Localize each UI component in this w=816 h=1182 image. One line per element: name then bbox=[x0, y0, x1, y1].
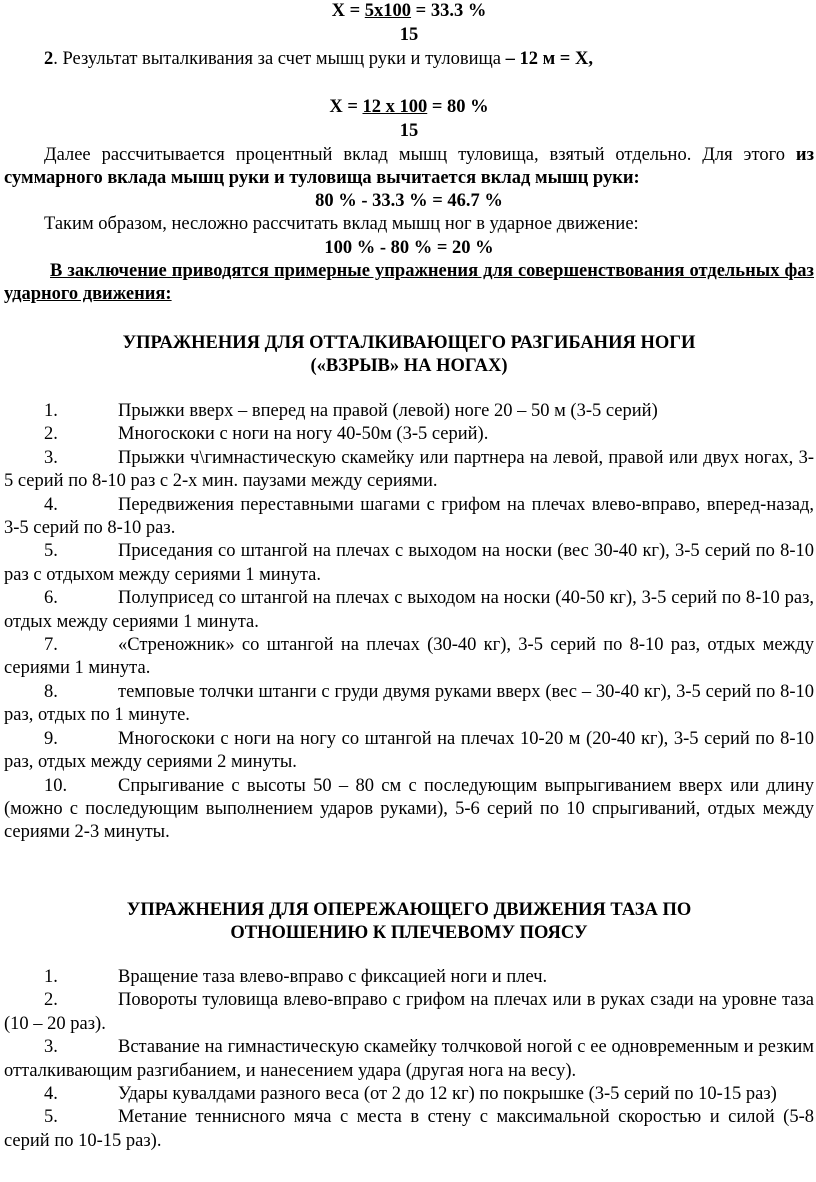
section-2-title-line-1: УПРАЖНЕНИЯ ДЛЯ ОПЕРЕЖАЮЩЕГО ДВИЖЕНИЯ ТАЗА ПО bbox=[126, 900, 692, 920]
list-item-text: Прыжки ч\гимнастическую скамейку или партнера на левой, правой или двух ногах, 3-5 серий по 8-10 раз с 2-х мин. паузами между сериями. bbox=[4, 447, 814, 492]
list-item-text: темповые толчки штанги с груди двумя руками вверх (вес – 30-40 кг), 3-5 серий по 8-10 раз, отдых по 1 минуте. bbox=[4, 681, 814, 726]
list-item bbox=[4, 423, 814, 446]
list-item-text: «Стреножник» со штангой на плечах (30-40 кг), 3-5 серий по 8-10 раз, отдых между сериями 1 минута. bbox=[4, 635, 814, 679]
list-item bbox=[4, 1036, 814, 1083]
list-item-number: 2. bbox=[44, 990, 58, 1011]
list-item-number: 8. bbox=[44, 681, 58, 702]
formula-1-result: = 33.3 % bbox=[411, 1, 487, 21]
formula-2-denominator: 15 bbox=[399, 121, 419, 141]
section-2-title-line-2: ОТНОШЕНИЮ К ПЛЕЧЕВОМУ ПОЯСУ bbox=[230, 923, 588, 944]
formula-1-lhs: Х = bbox=[331, 1, 365, 21]
list-item-number: 7. bbox=[44, 635, 58, 656]
list-item-text: Вставание на гимнастическую скамейку толчковой ногой с ее одновременным и резким отталкивающим разгибанием, и нанесением удара (другая нога на весу). bbox=[4, 1037, 814, 1081]
result-2-line bbox=[44, 48, 814, 71]
section-2-list bbox=[4, 966, 814, 1153]
section-1-title-line-1: УПРАЖНЕНИЯ ДЛЯ ОТТАЛКИВАЮЩЕГО РАЗГИБАНИЯ НОГИ bbox=[122, 333, 696, 353]
list-item-number: 6. bbox=[44, 588, 58, 609]
list-item bbox=[4, 1083, 814, 1106]
list-item-text: Метание теннисного мяча с места в стену с максимальной скоростью и силой (5-8 серий по 10-15 раз). bbox=[4, 1107, 814, 1151]
list-item-number: 4. bbox=[44, 1084, 58, 1105]
list-item-number: 4. bbox=[44, 494, 58, 515]
list-item bbox=[4, 989, 814, 1036]
list-item-text: Многоскоки с ноги на ногу 40-50м (3-5 серий). bbox=[118, 424, 489, 445]
list-item-text: Приседания со штангой на плечах с выходом на носки (вес 30-40 кг), 3-5 серий по 8-10 раз с отдыхом между сериями 1 минута. bbox=[4, 541, 814, 585]
result-2-value: – 12 м = Х, bbox=[505, 49, 593, 69]
section-1-title bbox=[4, 332, 814, 379]
list-item-text: Передвижения переставными шагами с грифом на плечах влево-вправо, вперед-назад, 3-5 серий по 8-10 раз. bbox=[4, 494, 814, 539]
list-item bbox=[4, 540, 814, 587]
list-item-text: Полуприсед со штангой на плечах с выходом на носки (40-50 кг), 3-5 серий по 8-10 раз, отдых между сериями 1 минута. bbox=[4, 588, 814, 632]
list-item bbox=[4, 447, 814, 494]
list-item bbox=[4, 966, 814, 989]
result-2-number: 2 bbox=[44, 49, 54, 69]
list-item-number: 5. bbox=[44, 541, 58, 562]
formula-2-lhs: Х = bbox=[329, 97, 363, 117]
list-item-number: 1. bbox=[44, 967, 58, 987]
formula-4: 100 % - 80 % = 20 % bbox=[324, 238, 494, 258]
list-item-number: 3. bbox=[44, 447, 58, 468]
list-item bbox=[4, 775, 814, 845]
result-2-text: . Результат выталкивания за счет мышц руки и туловища bbox=[53, 49, 506, 69]
section-1-list bbox=[4, 400, 814, 845]
list-item bbox=[4, 494, 814, 541]
paragraph-trunk-bold: из суммарного вклада мышц руки и туловища вычитается вклад мышц руки: bbox=[4, 145, 814, 189]
list-item-number: 5. bbox=[44, 1107, 58, 1128]
formula-3: 80 % - 33.3 % = 46.7 % bbox=[315, 191, 503, 211]
list-item-number: 3. bbox=[44, 1037, 58, 1058]
formula-2-numerator: 12 х 100 bbox=[362, 97, 428, 117]
list-item-number: 10. bbox=[44, 775, 68, 796]
list-item-text: Удары кувалдами разного веса (от 2 до 12 кг) по покрышке (3-5 серий по 10-15 раз) bbox=[118, 1084, 777, 1105]
list-item bbox=[4, 728, 814, 775]
list-item-text: Многоскоки с ноги на ногу со штангой на плечах 10-20 м (20-40 кг), 3-5 серий по 8-10 раз, отдых между сериями 2 минуты. bbox=[4, 728, 814, 773]
formula-1 bbox=[4, 0, 814, 23]
formula-1-numerator: 5х100 bbox=[364, 1, 412, 21]
list-item-text: Вращение таза влево-вправо с фиксацией ноги и плеч. bbox=[118, 967, 548, 987]
section-2-title bbox=[4, 899, 814, 946]
conclusion-paragraph: В заключение приводятся примерные упражнения для совершенствования отдельных фаз ударного движения: bbox=[4, 261, 814, 305]
formula-2 bbox=[4, 96, 814, 119]
formula-1-denominator: 15 bbox=[399, 25, 419, 45]
section-1-title-line-2: («ВЗРЫВ» НА НОГАХ) bbox=[310, 356, 508, 377]
list-item bbox=[4, 400, 814, 423]
paragraph-trunk-contribution bbox=[4, 144, 814, 191]
list-item-text: Прыжки вверх – вперед на правой (левой) ноге 20 – 50 м (3-5 серий) bbox=[118, 401, 658, 421]
list-item bbox=[4, 634, 814, 681]
list-item-text: Спрыгивание с высоты 50 – 80 см с последующим выпрыгиванием вверх или длину (можно с последующим выполнением ударов руками), 5-6 серий по 10 спрыгиваний, отдых между сериями 2-3 минуты. bbox=[4, 775, 814, 843]
paragraph-legs-contribution: Таким образом, несложно рассчитать вклад мышц ног в ударное движение: bbox=[44, 214, 639, 234]
list-item-text: Повороты туловища влево-вправо с грифом на плечах или в руках сзади на уровне таза (10 – 20 раз). bbox=[4, 990, 814, 1034]
list-item-number: 9. bbox=[44, 728, 58, 749]
paragraph-trunk-text: Далее рассчитывается процентный вклад мышц туловища, взятый отдельно. Для этого bbox=[44, 145, 796, 165]
list-item bbox=[4, 587, 814, 634]
list-item-number: 1. bbox=[44, 401, 58, 421]
list-item bbox=[4, 1106, 814, 1153]
list-item-number: 2. bbox=[44, 424, 58, 445]
list-item bbox=[4, 681, 814, 728]
formula-2-result: = 80 % bbox=[427, 97, 489, 117]
